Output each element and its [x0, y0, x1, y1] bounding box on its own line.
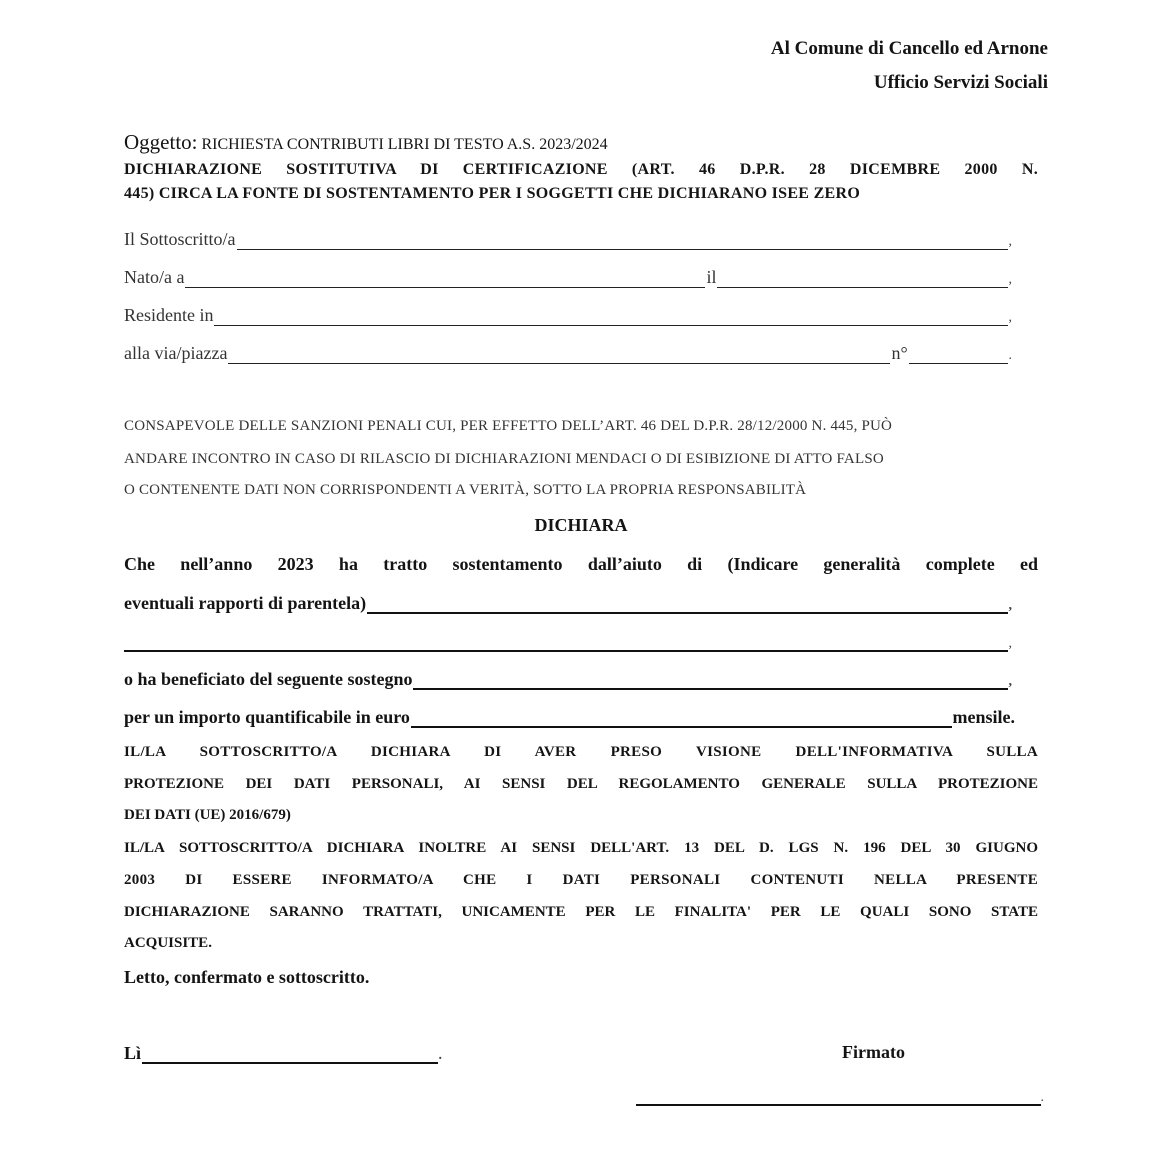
- resident-label: Residente in: [124, 305, 214, 325]
- signed-label: Firmato: [842, 1042, 905, 1062]
- signature-field[interactable]: [636, 1086, 1044, 1106]
- privacy-1-line-2: PROTEZIONE DEI DATI PERSONALI, AI SENSI DEL REGOLAMENTO GENERALE SULLA PROTEZIONE: [124, 776, 1038, 792]
- born-in-line[interactable]: [185, 273, 705, 288]
- signature-line[interactable]: [636, 1090, 1041, 1106]
- period: .: [438, 1048, 442, 1063]
- monthly-label: mensile.: [952, 707, 1015, 727]
- benefit-line[interactable]: [413, 674, 1007, 690]
- subject-label: Oggetto:: [124, 130, 198, 154]
- resident-line[interactable]: [214, 311, 1007, 326]
- undersigned-field[interactable]: [124, 228, 1012, 250]
- number-label: n°: [891, 343, 908, 363]
- privacy-2-line-1: IL/LA SOTTOSCRITTO/A DICHIARA INOLTRE AI SENSI DELL'ART. 13 DEL D. LGS N. 196 DEL 30 GIUGNO: [124, 840, 1038, 856]
- comma: ,: [1008, 636, 1012, 651]
- benefit-label: o ha beneficiato del seguente sostegno: [124, 669, 413, 689]
- period: .: [1040, 1090, 1044, 1105]
- declares-heading: DICHIARA: [534, 515, 628, 535]
- amount-line[interactable]: [411, 712, 952, 728]
- subject: [124, 130, 608, 155]
- street-field[interactable]: [124, 342, 1012, 364]
- privacy-1-line-3: DEI DATI (UE) 2016/679): [124, 807, 291, 823]
- resident-field[interactable]: [124, 304, 1012, 326]
- comma: ,: [1008, 272, 1012, 287]
- support-line-1: Che nell’anno 2023 ha tratto sostentamento dall’aiuto di (Indicare generalità complete ed: [124, 554, 1038, 574]
- born-in-label: Nato/a a: [124, 267, 185, 287]
- place-date-field[interactable]: [124, 1042, 442, 1064]
- closing-text: Letto, confermato e sottoscritto.: [124, 967, 370, 987]
- amount-label: per un importo quantificabile in euro: [124, 707, 410, 727]
- subject-line-3: 445) CIRCA LA FONTE DI SOSTENTAMENTO PER I SOGGETTI CHE DICHIARANO ISEE ZERO: [124, 185, 861, 202]
- awareness-line-3: O CONTENENTE DATI NON CORRISPONDENTI A VERITÀ, SOTTO LA PROPRIA RESPONSABILITÀ: [124, 482, 807, 498]
- awareness-line-1: CONSAPEVOLE DELLE SANZIONI PENALI CUI, PER EFFETTO DELL’ART. 46 DEL D.P.R. 28/12/2000 N. 445, PUÒ: [124, 418, 893, 434]
- comma: ,: [1008, 598, 1012, 613]
- support-line-2-field[interactable]: [124, 592, 1012, 614]
- awareness-line-2: ANDARE INCONTRO IN CASO DI RILASCIO DI DICHIARAZIONI MENDACI O DI ESIBIZIONE DI ATTO FALSO: [124, 451, 884, 467]
- privacy-2-line-2: 2003 DI ESSERE INFORMATO/A CHE I DATI PERSONALI CONTENUTI NELLA PRESENTE: [124, 872, 1038, 888]
- addressee-line-2: Ufficio Servizi Sociali: [873, 72, 1048, 93]
- number-line[interactable]: [909, 349, 1008, 364]
- comma: ,: [1008, 674, 1012, 689]
- birth-field[interactable]: [124, 266, 1012, 288]
- period: .: [1008, 348, 1012, 363]
- undersigned-label: Il Sottoscritto/a: [124, 229, 236, 249]
- born-on-label: il: [706, 267, 717, 287]
- undersigned-line[interactable]: [237, 235, 1008, 250]
- subject-line-2: DICHIARAZIONE SOSTITUTIVA DI CERTIFICAZIONE (ART. 46 D.P.R. 28 DICEMBRE 2000 N.: [124, 161, 1038, 178]
- place-label: Lì: [124, 1043, 142, 1063]
- place-line[interactable]: [142, 1048, 437, 1064]
- comma: ,: [1008, 234, 1012, 249]
- support-who-line[interactable]: [367, 598, 1007, 614]
- privacy-2-line-4: ACQUISITE.: [124, 935, 212, 951]
- amount-field[interactable]: [124, 706, 1015, 728]
- street-line[interactable]: [228, 349, 890, 364]
- support-extra-field[interactable]: [124, 630, 1012, 652]
- comma: ,: [1008, 310, 1012, 325]
- support-line-2: eventuali rapporti di parentela): [124, 593, 367, 613]
- street-label: alla via/piazza: [124, 343, 228, 363]
- born-on-line[interactable]: [717, 273, 1007, 288]
- privacy-2-line-3: DICHIARAZIONE SARANNO TRATTATI, UNICAMENTE PER LE FINALITA' PER LE QUALI SONO STATE: [124, 904, 1038, 920]
- addressee-line-1: Al Comune di Cancello ed Arnone: [770, 38, 1048, 59]
- support-extra-line[interactable]: [124, 636, 1008, 652]
- benefit-field[interactable]: [124, 668, 1012, 690]
- privacy-1-line-1: IL/LA SOTTOSCRITTO/A DICHIARA DI AVER PRESO VISIONE DELL'INFORMATIVA SULLA: [124, 744, 1038, 760]
- subject-line-1: RICHIESTA CONTRIBUTI LIBRI DI TESTO A.S. 2023/2024: [201, 136, 608, 153]
